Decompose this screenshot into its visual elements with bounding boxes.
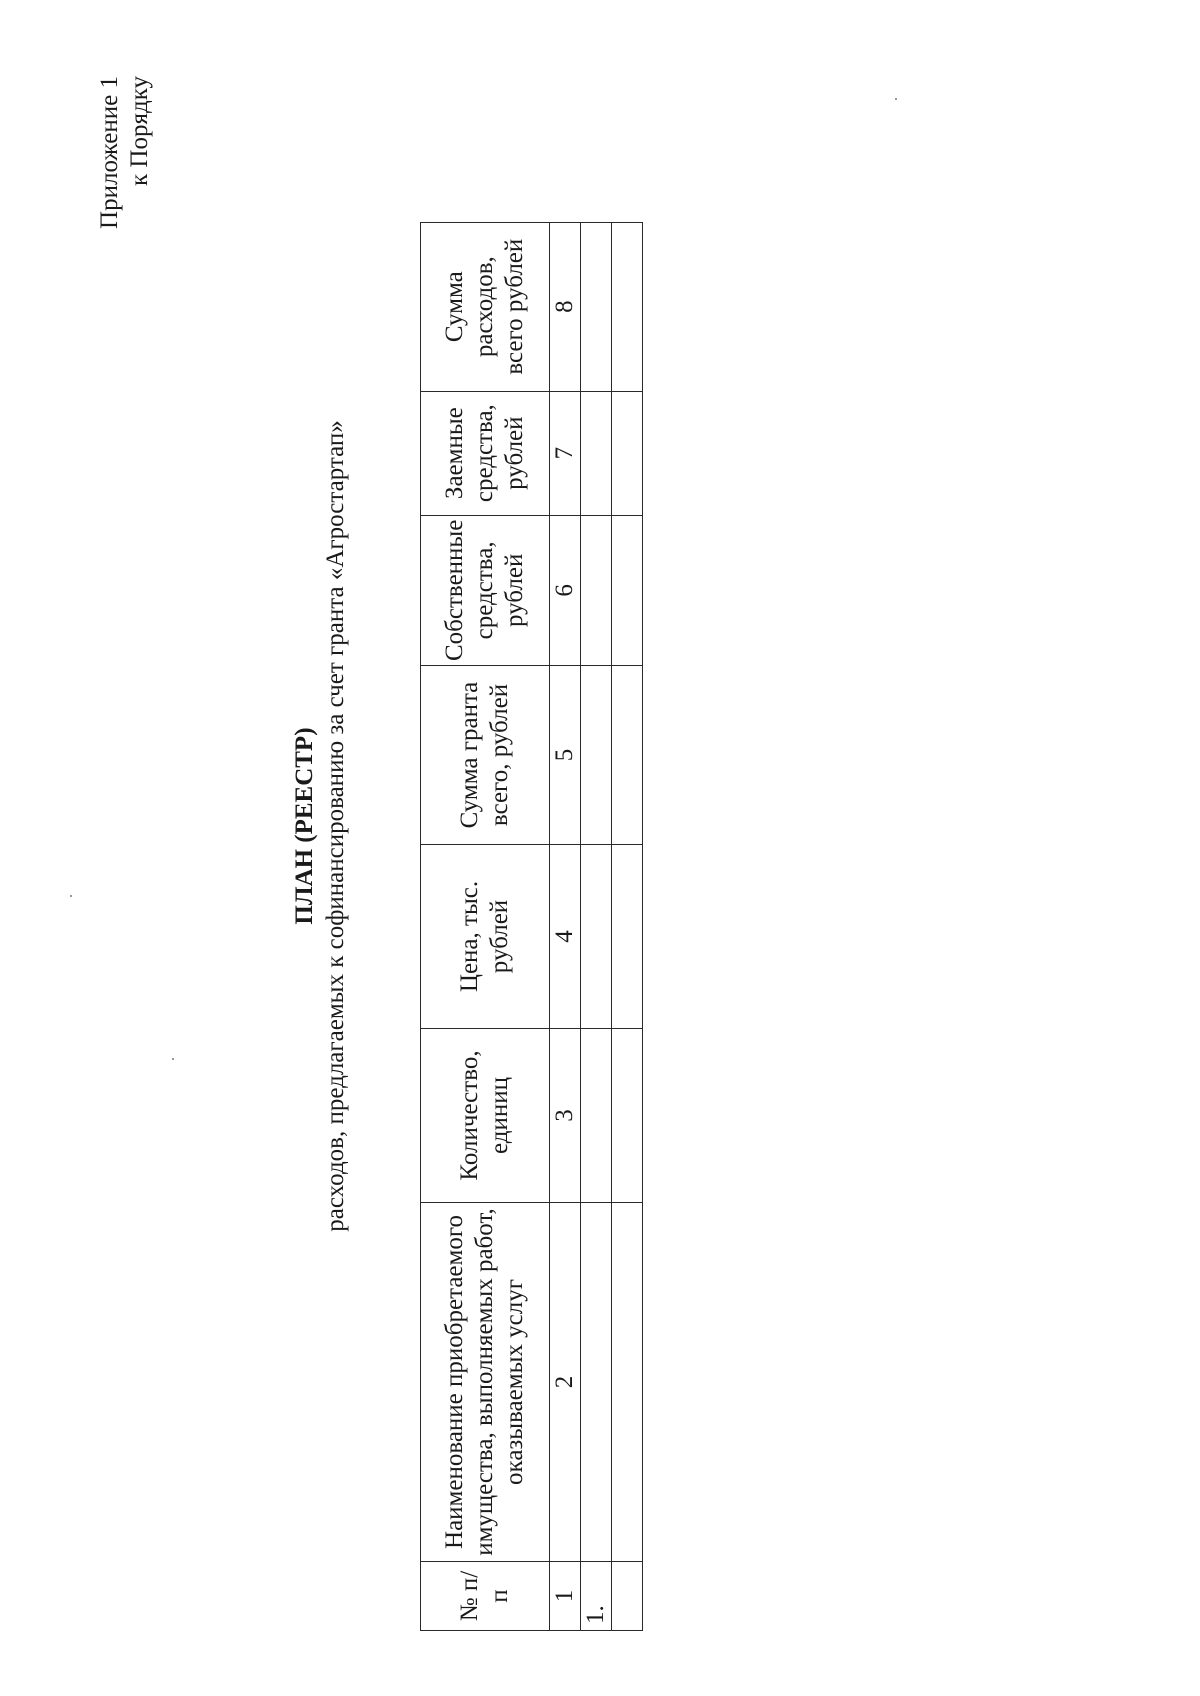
appendix-note xyxy=(95,76,155,246)
column-number-cell: 7 xyxy=(550,391,581,515)
header-cell-number: № п/п xyxy=(421,1562,550,1631)
appendix-line-2: к Порядку xyxy=(126,76,153,186)
column-number-row xyxy=(550,222,581,1630)
table-cell xyxy=(612,1562,643,1631)
scan-speck xyxy=(70,895,72,897)
header-cell-own-funds: Собственные средства, рублей xyxy=(421,515,550,665)
scan-speck xyxy=(895,98,897,100)
table-cell xyxy=(581,1203,612,1562)
table-cell xyxy=(612,222,643,391)
table-cell xyxy=(612,1203,643,1562)
column-number-cell: 8 xyxy=(550,222,581,391)
scan-speck xyxy=(172,1058,174,1060)
table-cell xyxy=(581,391,612,515)
header-cell-grant-sum: Сумма гранта всего, рублей xyxy=(421,666,550,845)
column-number-cell: 4 xyxy=(550,845,581,1029)
document-title: ПЛАН (РЕЕСТР) xyxy=(291,727,318,925)
expense-plan-table-wrapper xyxy=(420,222,643,1631)
table-cell xyxy=(612,1029,643,1203)
column-number-cell: 3 xyxy=(550,1029,581,1203)
table-cell xyxy=(581,1029,612,1203)
table-cell xyxy=(581,845,612,1029)
header-cell-quantity: Количество, единиц xyxy=(421,1029,550,1203)
table-row xyxy=(612,222,643,1630)
table-row xyxy=(581,222,612,1630)
header-cell-borrowed-funds: Заемные средства, рублей xyxy=(421,391,550,515)
table-cell: 1. xyxy=(581,1562,612,1631)
table-cell xyxy=(612,391,643,515)
column-number-cell: 1 xyxy=(550,1562,581,1631)
header-cell-price: Цена, тыс. рублей xyxy=(421,845,550,1029)
table-cell xyxy=(581,222,612,391)
title-block xyxy=(290,296,352,1356)
table-header-row xyxy=(421,222,550,1630)
table-cell xyxy=(612,515,643,665)
table-cell xyxy=(612,845,643,1029)
column-number-cell: 6 xyxy=(550,515,581,665)
header-cell-total-expenses: Сумма расходов, всего рублей xyxy=(421,222,550,391)
table-cell xyxy=(581,515,612,665)
document-subtitle: расходов, предлагаемых к софинансированию за счет гранта «Агростартап» xyxy=(322,420,349,1232)
expense-plan-table xyxy=(420,222,643,1631)
header-cell-item-name: Наименование приобретаемого имущества, выполняемых работ, оказываемых услуг xyxy=(421,1203,550,1562)
appendix-line-1: Приложение 1 xyxy=(96,76,123,229)
column-number-cell: 2 xyxy=(550,1203,581,1562)
table-cell xyxy=(612,666,643,845)
column-number-cell: 5 xyxy=(550,666,581,845)
table-cell xyxy=(581,666,612,845)
